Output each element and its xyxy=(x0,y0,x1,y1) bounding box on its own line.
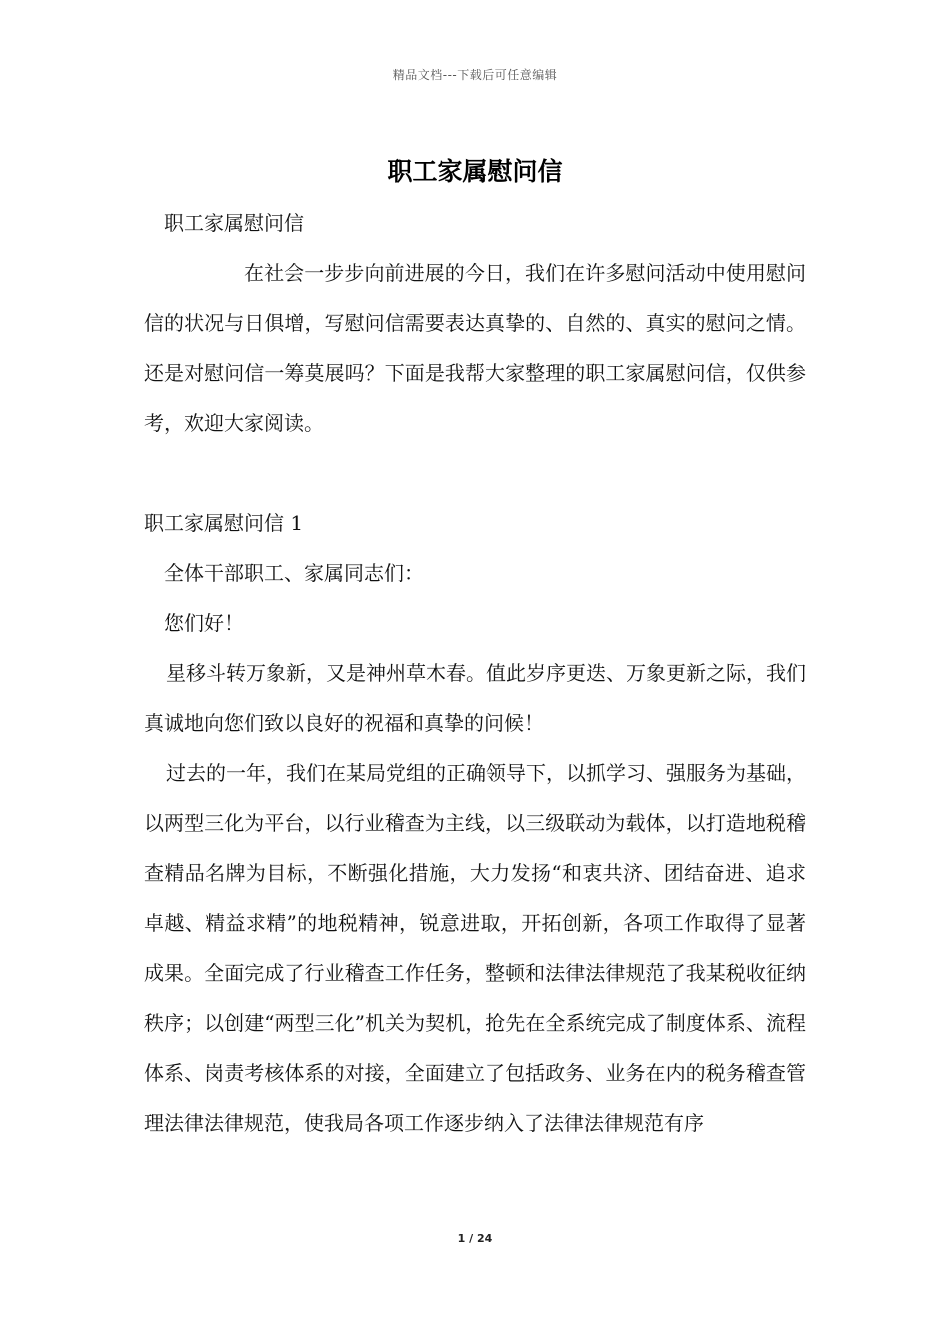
section-heading: 职工家属慰问信 1 xyxy=(144,511,304,535)
document-body xyxy=(144,198,806,1148)
paragraph-1: 星移斗转万象新，又是神州草木春。值此岁序更迭、万象更新之际，我们真诚地向您们致以良好的祝福和真挚的问候！ xyxy=(144,661,806,735)
paragraph-2: 过去的一年，我们在某局党组的正确领导下，以抓学习、强服务为基础，以两型三化为平台，以行业稽查为主线，以三级联动为载体，以打造地税稽查精品名牌为目标，不断强化措施，大力发扬“和衷共济、团结奋进、追求卓越、精益求精”的地税精神，锐意进取，开拓创新，各项工作取得了显著成果。全面完成了行业稽查工作任务，整顿和法律法律规范了我某税收征纳秩序；以创建“两型三化”机关为契机，抢先在全系统完成了制度体系、流程体系、岗责考核体系的对接，全面建立了包括政务、业务在内的税务稽查管理法律法律规范，使我局各项工作逐步纳入了法律法律规范有序 xyxy=(144,761,806,1135)
document-title: 职工家属慰问信 xyxy=(387,157,563,186)
intro-paragraph: 在社会一步步向前进展的今日，我们在许多慰问活动中使用慰问信的状况与日俱增，写慰问信需要表达真挚的、自然的、真实的慰问之情。还是对慰问信一筹莫展吗？下面是我帮大家整理的职工家属慰问信，仅供参考，欢迎大家阅读。 xyxy=(144,261,806,435)
document-subtitle: 职工家属慰问信 xyxy=(164,211,304,235)
salutation: 全体干部职工、家属同志们： xyxy=(164,561,424,585)
greeting: 您们好！ xyxy=(164,611,244,635)
header-note: 精品文档---下载后可任意编辑 xyxy=(392,68,558,82)
paragraph-gap xyxy=(144,448,806,498)
page-number: 1 / 24 xyxy=(457,1232,493,1245)
